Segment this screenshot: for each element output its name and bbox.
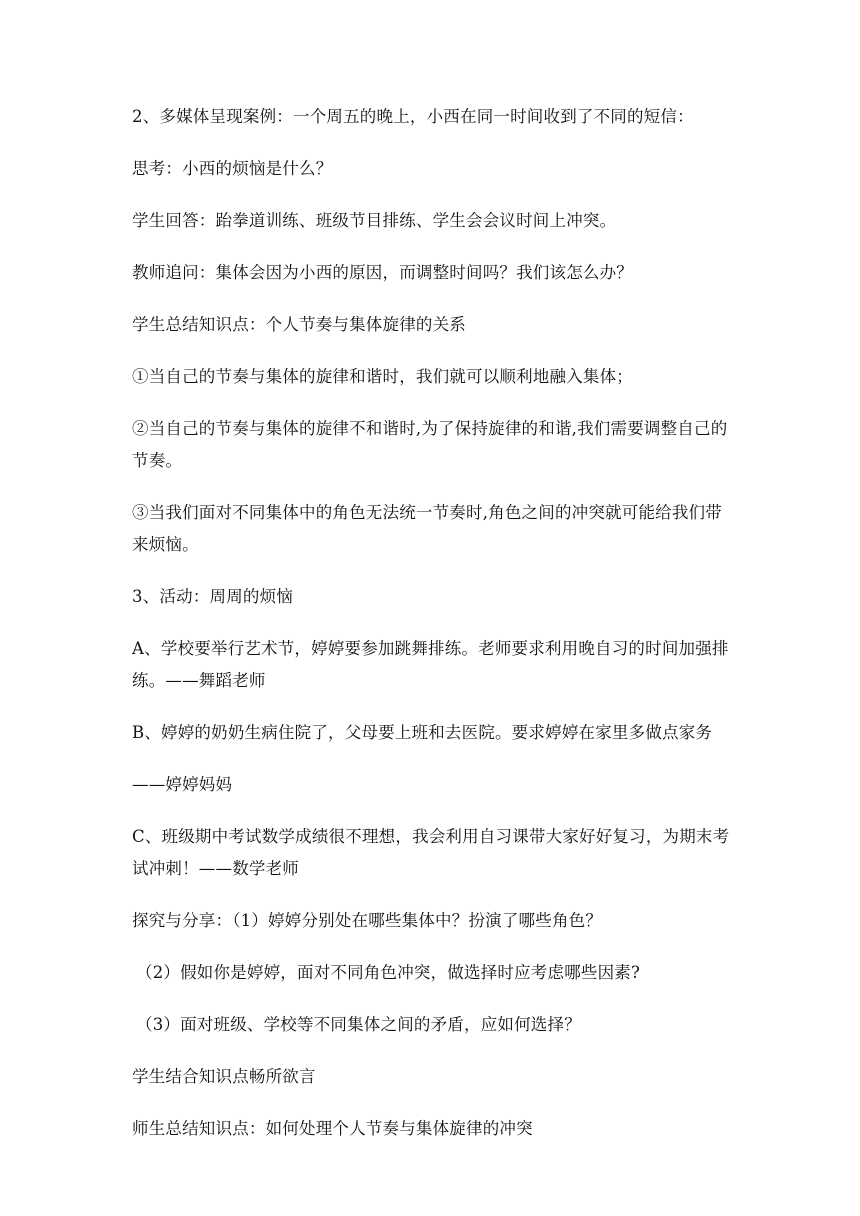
paragraph-final-summary: 师生总结知识点：如何处理个人节奏与集体旋律的冲突 xyxy=(132,1119,533,1138)
paragraph-point-3: ③当我们面对不同集体中的角色无法统一节奏时,角色之间的冲突就可能给我们带来烦恼。 xyxy=(132,503,722,554)
paragraph-students-discuss: 学生结合知识点畅所欲言 xyxy=(132,1067,316,1086)
paragraph-teacher-followup: 教师追问：集体会因为小西的原因，而调整时间吗？我们该怎么办？ xyxy=(132,263,633,282)
paragraph-case-c: C、班级期中考试数学成绩很不理想，我会利用自习课带大家好好复习，为期末考试冲刺！——数学老师 xyxy=(132,827,730,878)
paragraph-explore-question-3: （3）面对班级、学校等不同集体之间的矛盾，应如何选择？ xyxy=(136,1015,581,1034)
paragraph-explore-question-2: （2）假如你是婷婷，面对不同角色冲突，做选择时应考虑哪些因素? xyxy=(136,963,641,982)
paragraph-case-presentation: 2、多媒体呈现案例：一个周五的晚上，小西在同一时间收到了不同的短信： xyxy=(132,107,694,126)
paragraph-activity-heading: 3、活动：周周的烦恼 xyxy=(132,587,293,606)
paragraph-knowledge-summary: 学生总结知识点：个人节奏与集体旋律的关系 xyxy=(132,315,466,334)
paragraph-point-1: ①当自己的节奏与集体的旋律和谐时，我们就可以顺利地融入集体； xyxy=(132,367,633,386)
paragraph-student-answer: 学生回答：跆拳道训练、班级节目排练、学生会会议时间上冲突。 xyxy=(132,211,617,230)
paragraph-case-b: B、婷婷的奶奶生病住院了，父母要上班和去医院。要求婷婷在家里多做点家务 xyxy=(132,723,713,742)
paragraph-think-question: 思考：小西的烦恼是什么？ xyxy=(132,159,333,178)
paragraph-case-a: A、学校要举行艺术节，婷婷要参加跳舞排练。老师要求利用晚自习的时间加强排练。——舞蹈老师 xyxy=(132,639,729,690)
paragraph-case-b-signature: ——婷婷妈妈 xyxy=(132,775,233,794)
paragraph-point-2: ②当自己的节奏与集体的旋律不和谐时,为了保持旋律的和谐,我们需要调整自己的节奏。 xyxy=(132,419,728,470)
paragraph-explore-question-1: 探究与分享：（1）婷婷分别处在哪些集体中？扮演了哪些角色？ xyxy=(132,911,603,930)
